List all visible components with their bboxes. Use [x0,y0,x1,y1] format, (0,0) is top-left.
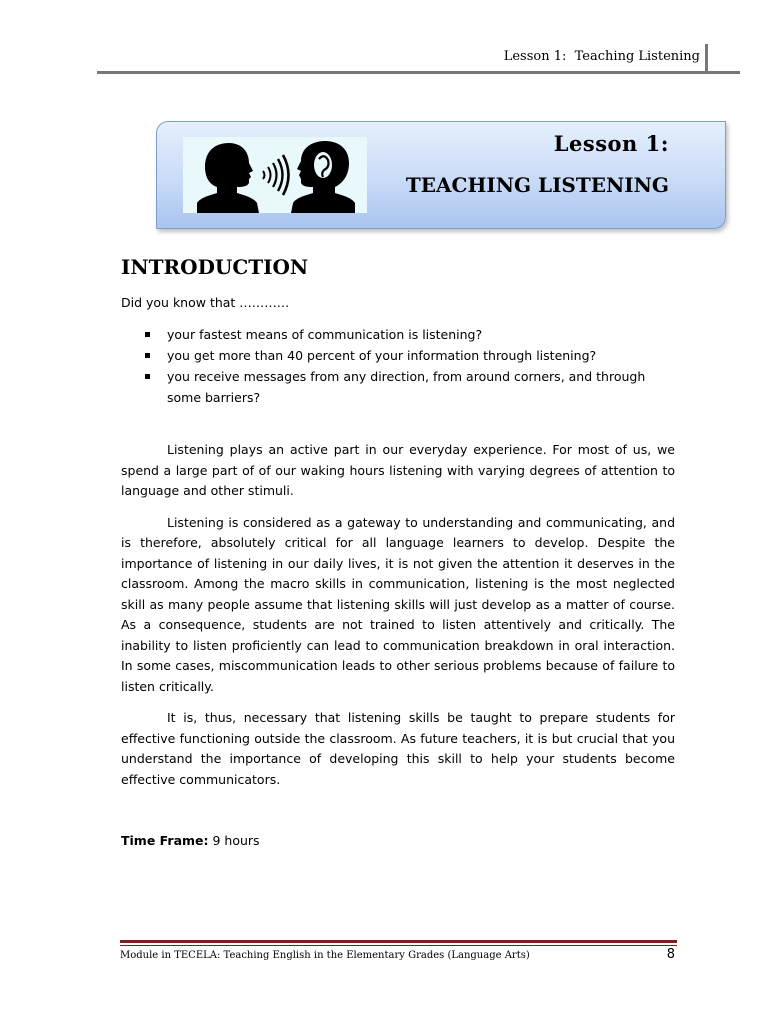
footer-rule-thin [120,945,677,946]
footer-module-text: Module in TECELA: Teaching English in the Elementary Grades (Language Arts) [120,950,530,961]
square-bullet-icon [145,374,150,379]
list-item [121,345,675,366]
running-header [97,44,740,74]
time-frame [121,833,675,848]
list-item [121,366,675,408]
footer-rule-thick [120,940,677,943]
square-bullet-icon [145,353,150,358]
page-footer [120,940,677,970]
introduction-heading: INTRODUCTION [121,255,309,279]
time-frame-label: Time Frame: [121,833,209,848]
header-horizontal-rule [97,71,740,74]
fact-text: you receive messages from any direction, from around corners, and through some barriers? [167,369,646,405]
header-vertical-rule [705,44,708,74]
intro-lead: Did you know that ………… [121,295,290,310]
paragraph-2: Listening is considered as a gateway to understanding and communicating, and is therefore, absolutely critical for all language learners to develop. Despite the importance of listening in our daily lives, it is not given the attention it deserves in the classroom. Among the macro skills in communication, listening is the most neglected skill as many people assume that listening skills will just develop as a matter of course. As a consequence, students are not trained to listen attentively and critically. The inability to listen proficiently can lead to communication breakdown in oral interaction. In some cases, miscommunication leads to other serious problems because of failure to listen critically. [121,514,675,694]
facts-list [121,324,675,408]
time-frame-value: 9 hours [212,833,260,848]
running-header-title: Lesson 1: Teaching Listening [503,49,700,64]
square-bullet-icon [145,332,150,337]
speaker-listener-silhouette-icon [183,137,367,213]
list-item [121,324,675,345]
page-number: 8 [666,947,675,962]
fact-text: your fastest means of communication is listening? [167,327,483,342]
paragraph-3: It is, thus, necessary that listening skills be taught to prepare students for effective functioning outside the classroom. As future teachers, it is but crucial that you understand the importance of developing this skill to help your students become effective communicators. [121,710,675,787]
lesson-banner [156,121,726,229]
fact-text: you get more than 40 percent of your information through listening? [167,348,597,363]
paragraph-1: Listening plays an active part in our everyday experience. For most of us, we spend a large part of of our waking hours listening with varying degrees of attention to language and other stimuli. [121,442,675,498]
lesson-content [121,255,675,848]
lesson-title: TEACHING LISTENING [405,173,669,197]
lesson-number: Lesson 1: [553,131,669,156]
